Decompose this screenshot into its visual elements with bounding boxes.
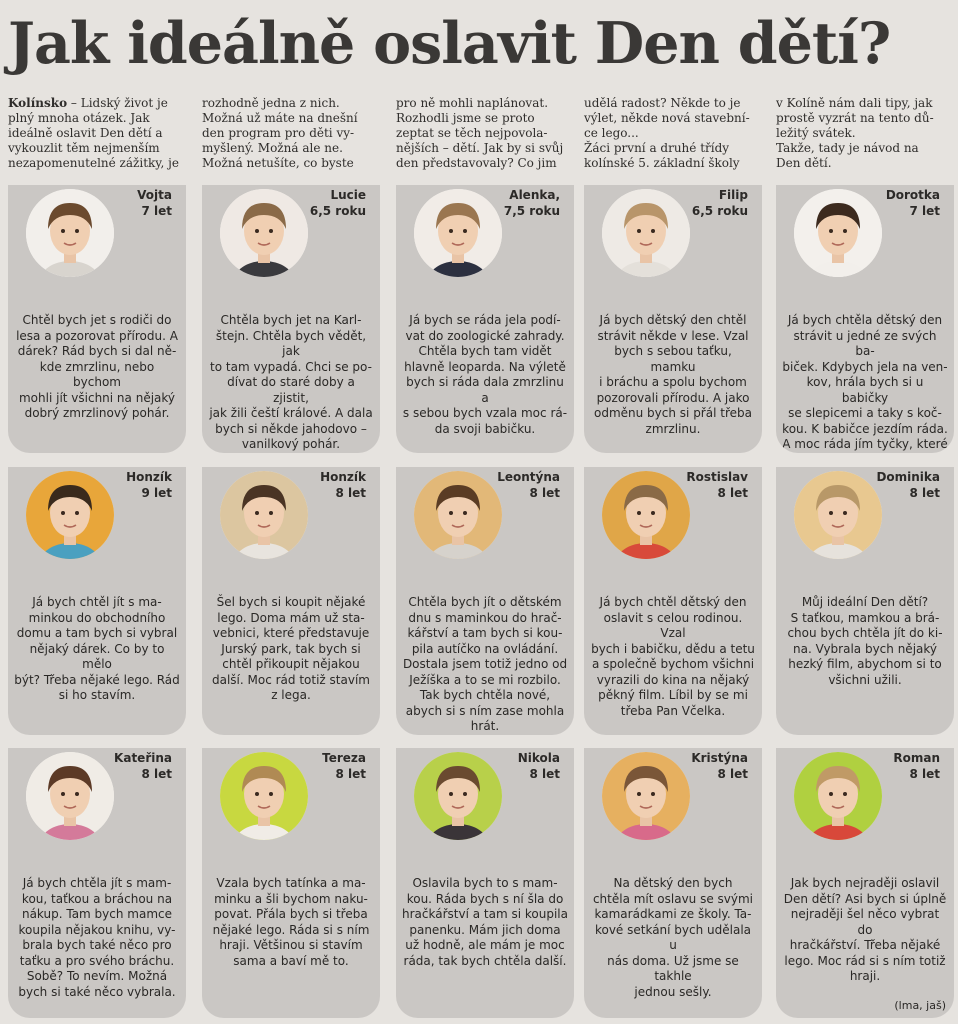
child-name [92, 187, 172, 219]
child-name-text: Honzík [320, 470, 366, 484]
child-quote: Já bych se ráda jela podí- vat do zoologické zahrady. Chtěla bych tam vidět hlavně leoparda. Na výletě bych si ráda dala zmrzlinu a s sebou bych vzala moc rá- da svoji babičku. [402, 313, 568, 436]
child-name [480, 187, 560, 219]
child-name [92, 750, 172, 782]
child-age: 8 let [717, 486, 748, 500]
child-card [396, 467, 574, 735]
child-card [396, 748, 574, 1018]
child-card [8, 467, 186, 735]
child-card [776, 185, 954, 453]
child-age: 8 let [335, 486, 366, 500]
child-quote: Já bych dětský den chtěl strávit někde v lese. Vzal bych s sebou taťku, mamku i bráchu a spolu bychom pozorovali přírodu. A jako odměnu bych si přál třeba zmrzlinu. [594, 313, 752, 436]
child-name [286, 187, 366, 219]
child-age: 7,5 roku [503, 204, 560, 218]
child-name [286, 750, 366, 782]
child-age: 6,5 roku [691, 204, 748, 218]
child-name-text: Honzík [126, 470, 172, 484]
child-card [584, 467, 762, 735]
child-name-text: Kristýna [691, 751, 748, 765]
child-card [8, 748, 186, 1018]
child-name-text: Tereza [322, 751, 366, 765]
child-name-text: Alenka, [509, 188, 560, 202]
child-quote: Šel bych si koupit nějaké lego. Doma mám už sta- vebnici, které představuje Jurský park, tak bych si chtěl přikoupit nějakou další. Moc rád totiž stavím z lega. [212, 595, 370, 702]
intro-paragraph: v Kolíně nám dali tipy, jak prostě vyzrát na tento dů- ležitý svátek. Takže, tady je návod na Den dětí. [776, 96, 934, 170]
child-quote: Já bych chtěla dětský den strávit u jedné ze svých ba- biček. Kdybych jela na ven- kov, hrála bych si u babičky se slepicemi a taky s koč- kou. K babičce jezdím ráda. A moc ráda jím tyčky, které [782, 313, 948, 451]
child-card [396, 185, 574, 453]
child-name-text: Rostislav [686, 470, 748, 484]
child-card [584, 748, 762, 1018]
intro-lead: Kolínsko [8, 96, 68, 110]
child-age: 8 let [909, 486, 940, 500]
child-age: 8 let [529, 486, 560, 500]
child-card [202, 748, 380, 1018]
child-name-text: Kateřina [114, 751, 172, 765]
child-quote: Vzala bych tatínka a ma- minku a šli bychom naku- povat. Přála bych si třeba nějaké lego. Ráda si s ním hraji. Většinou si stavím sama a baví mě to. [212, 876, 370, 968]
child-quote: Na dětský den bych chtěla mít oslavu se svými kamarádkami ze školy. Ta- kové setkání bych udělala u nás doma. Už jsme se takhle jednou sešly. [592, 876, 754, 999]
child-age: 9 let [141, 486, 172, 500]
intro-text [0, 96, 958, 176]
child-quote: Já bych chtěl jít s ma- minkou do obchodního domu a tam bych si vybral nějaký dárek. Co by to mělo být? Třeba nějaké lego. Rád si ho stavím. [14, 595, 180, 702]
child-age: 8 let [717, 767, 748, 781]
intro-paragraph: pro ně mohli naplánovat. Rozhodli jsme se proto zeptat se těch nejpovola- nějších – dětí. Jak by si svůj den představovaly? Co jim [396, 96, 564, 170]
child-card [202, 467, 380, 735]
child-quote: Oslavila bych to s mam- kou. Ráda bych s ní šla do hračkářství a tam si koupila panenku. Mám jich doma už hodně, ale mám je moc ráda, tak bych chtěla další. [402, 876, 568, 968]
child-card [776, 748, 954, 1018]
child-card [776, 467, 954, 735]
child-name [860, 750, 940, 782]
intro-column-4 [584, 96, 766, 171]
headline: Jak ideálně oslavit Den dětí? [8, 10, 891, 77]
child-name-text: Lucie [330, 188, 366, 202]
child-name-text: Vojta [137, 188, 172, 202]
child-name [92, 469, 172, 501]
child-name [668, 469, 748, 501]
intro-column-2 [202, 96, 384, 171]
child-quote: Chtěl bych jet s rodiči do lesa a pozorovat přírodu. A dárek? Rád bych si dal ně- kde zmrzlinu, nebo bychom mohli jít všichni na nějaký dobrý zmrzlinový pohár. [16, 313, 178, 420]
child-name-text: Dorotka [885, 188, 940, 202]
child-name-text: Leontýna [497, 470, 560, 484]
child-name-text: Nikola [517, 751, 560, 765]
intro-paragraph: rozhodně jedna z nich. Možná už máte na dnešní den program pro děti vy- myšlený. Možná ale ne. Možná netušíte, co byste [202, 96, 358, 170]
child-card [202, 185, 380, 453]
child-name [286, 469, 366, 501]
author-credit: (lma, jaš) [894, 999, 946, 1012]
child-quote: Já bych chtěla jít s mam- kou, taťkou a bráchou na nákup. Tam bych mamce koupila nějakou knihu, vy- brala bych také něco pro taťku a pro svého bráchu. Sobě? To nevím. Možná bych si také něco vybrala. [18, 876, 176, 999]
child-card [8, 185, 186, 453]
child-name [480, 750, 560, 782]
intro-column-1 [8, 96, 190, 171]
child-quote: Můj ideální Den dětí? S taťkou, mamkou a brá- chou bych chtěla jít do ki- na. Vybrala bych nějaký hezký film, abychom si to všichni užili. [787, 595, 943, 687]
child-name [860, 469, 940, 501]
child-name-text: Roman [893, 751, 940, 765]
child-name [860, 187, 940, 219]
child-age: 8 let [141, 767, 172, 781]
child-name-text: Filip [718, 188, 748, 202]
child-card [584, 185, 762, 453]
child-name [668, 750, 748, 782]
child-name [480, 469, 560, 501]
child-quote: Chtěla bych jet na Karl- štejn. Chtěla bych vědět, jak to tam vypadá. Chci se po- dívat do staré doby a zjistit, jak žili čeští králové. A dala bych si někde jahodovo – vanilkový pohár. [209, 313, 373, 451]
intro-column-5 [776, 96, 958, 171]
child-age: 6,5 roku [309, 204, 366, 218]
intro-paragraph: udělá radost? Někde to je výlet, někde nová stavební- ce lego... Žáci první a druhé třídy kolínské 5. základní školy [584, 96, 750, 170]
intro-paragraph: – Lidský život je plný mnoha otázek. Jak ideálně oslavit Den dětí a vykouzlit těm nejmenším nezapomenutelné zážitky, je [8, 96, 179, 170]
child-age: 7 let [909, 204, 940, 218]
child-quote: Chtěla bych jít o dětském dnu s maminkou do hrač- kářství a tam bych si kou- pila autíčko na ovládání. Dostala jsem totiž jedno od Ježíška a to se mi rozbilo. Tak bych chtěla nové, abych si s ním zase mohla hrát. [402, 595, 568, 733]
intro-column-3 [396, 96, 578, 171]
child-name-text: Dominika [876, 470, 940, 484]
child-quote: Já bych chtěl dětský den oslavit s celou rodinou. Vzal bych i babičku, dědu a tetu a společně bychom všichni vyrazili do kina na nějaký pěkný film. Líbil by se mi třeba Pan Včelka. [591, 595, 755, 718]
child-age: 8 let [909, 767, 940, 781]
child-age: 7 let [141, 204, 172, 218]
child-quote: Jak bych nejraději oslavil Den dětí? Asi bych si úplně nejraději šel něco vybrat do hračkářství. Třeba nějaké lego. Moc rád si s ním totiž hraji. [783, 876, 947, 983]
child-age: 8 let [529, 767, 560, 781]
child-name [668, 187, 748, 219]
child-age: 8 let [335, 767, 366, 781]
